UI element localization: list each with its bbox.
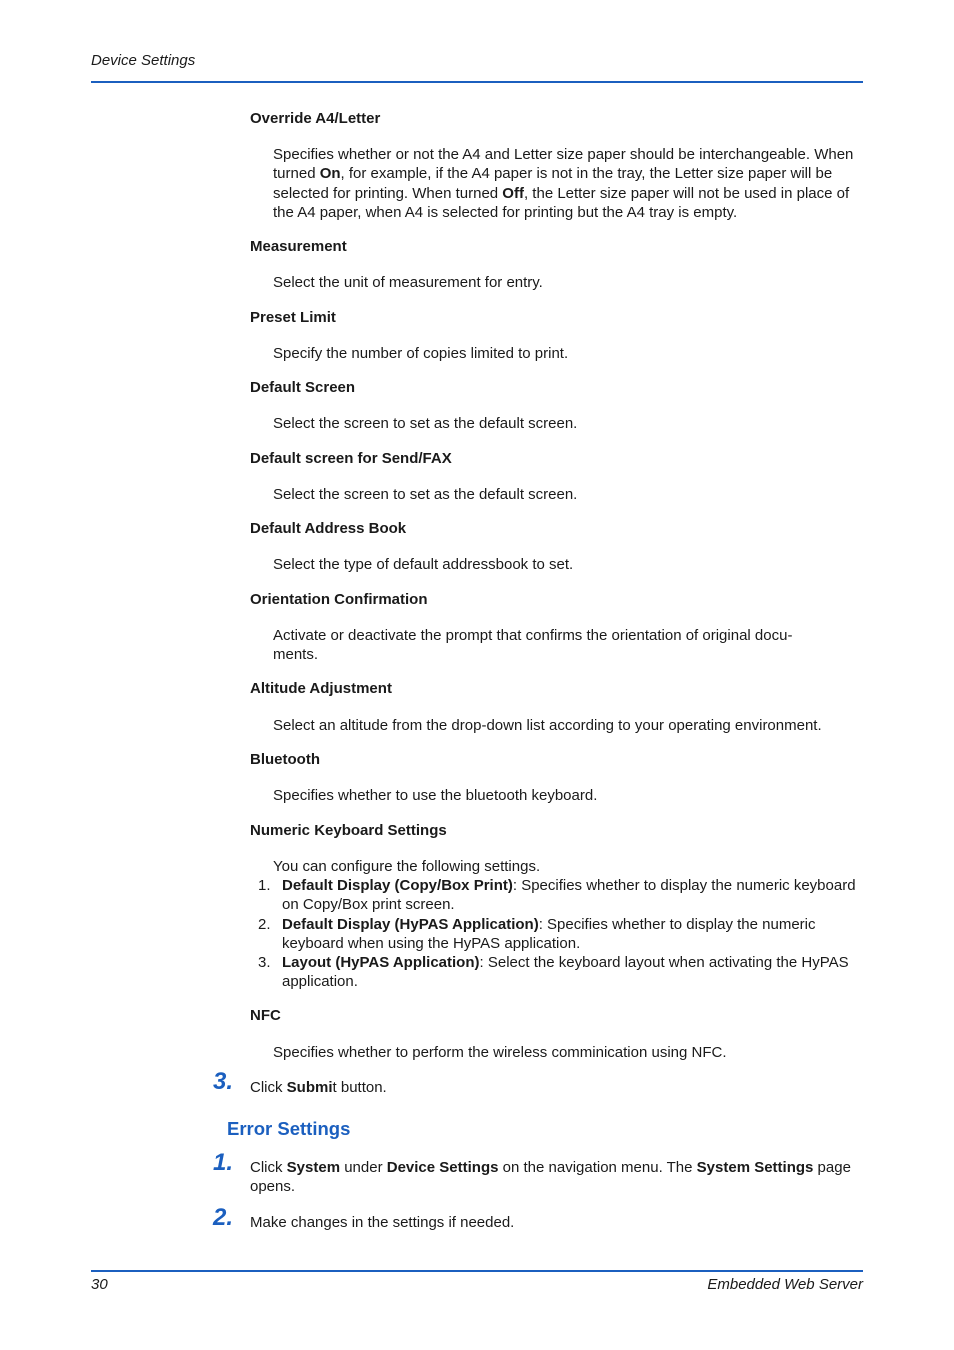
footer-title: Embedded Web Server	[707, 1276, 863, 1293]
setting-bluetooth-title: Bluetooth	[250, 751, 320, 768]
step-number: 1.	[213, 1149, 234, 1176]
setting-measurement-title: Measurement	[250, 238, 347, 255]
setting-preset-limit-desc: Specify the number of copies limited to print.	[273, 345, 569, 362]
footer-divider	[91, 1270, 863, 1272]
list-item	[250, 953, 863, 992]
list-item-number: 3.	[258, 954, 271, 972]
step-text-pre: Click	[250, 1079, 287, 1096]
setting-orientation-confirmation-title: Orientation Confirmation	[250, 591, 428, 608]
setting-preset-limit-title: Preset Limit	[250, 309, 336, 326]
setting-default-screen-send-fax-title: Default screen for Send/FAX	[250, 450, 452, 467]
setting-override-a4-letter-title: Override A4/Letter	[250, 110, 381, 127]
setting-nfc-desc: Specifies whether to perform the wireless comminication using NFC.	[273, 1044, 727, 1061]
running-header: Device Settings	[91, 52, 196, 69]
step-text	[250, 1078, 863, 1097]
setting-orientation-confirmation-desc: Activate or deactivate the prompt that confirms the orientation of original docu-ments.	[273, 627, 793, 664]
error-step-2-text	[250, 1213, 863, 1232]
step-number: 3.	[213, 1068, 234, 1095]
setting-default-address-book-title: Default Address Book	[250, 520, 407, 537]
list-item-number: 2.	[258, 915, 271, 933]
step-text-span: under	[340, 1159, 387, 1176]
list-item	[250, 876, 863, 915]
list-item-text: : Select the keyboard layout when activating the HyPAS application.	[282, 954, 849, 991]
setting-measurement-desc: Select the unit of measurement for entry.	[273, 274, 543, 291]
step-text-bold: System Settings	[696, 1159, 814, 1176]
list-item-text: : Specifies whether to display the numeric keyboard when using the HyPAS application.	[282, 915, 816, 952]
step-text-bold: Device Settings	[386, 1159, 499, 1176]
setting-altitude-adjustment-title: Altitude Adjustment	[250, 680, 392, 697]
setting-bluetooth-desc: Specifies whether to use the bluetooth keyboard.	[273, 787, 598, 804]
setting-default-screen-send-fax-desc: Select the screen to set as the default screen.	[273, 486, 578, 503]
step-text-span: Click	[250, 1159, 287, 1176]
header-divider	[91, 81, 863, 83]
step-text-bold: Submi	[286, 1079, 333, 1096]
step-text-span: page opens.	[250, 1159, 851, 1196]
error-step-1-text	[250, 1158, 863, 1197]
page-number: 30	[91, 1276, 108, 1293]
section-title-error-settings: Error Settings	[227, 1118, 351, 1139]
list-item	[250, 915, 863, 954]
numeric-keyboard-list	[250, 876, 863, 992]
setting-numeric-keyboard-desc: You can configure the following settings.	[273, 858, 541, 875]
list-item-label: Default Display (HyPAS Application)	[282, 915, 539, 933]
setting-numeric-keyboard-title: Numeric Keyboard Settings	[250, 822, 447, 839]
setting-default-screen-desc: Select the screen to set as the default screen.	[273, 415, 578, 432]
step-text-bold: System	[286, 1159, 341, 1176]
step-number: 2.	[213, 1204, 234, 1231]
setting-default-address-book-desc: Select the type of default addressbook to set.	[273, 556, 574, 573]
list-item-label: Default Display (Copy/Box Print)	[282, 877, 513, 894]
setting-nfc-title: NFC	[250, 1007, 281, 1024]
step-text-span: Make changes in the settings if needed.	[250, 1214, 515, 1231]
setting-override-a4-letter-desc: Specifies whether or not the A4 and Letter size paper should be interchangeable. When turned On, for example, if the A4 paper is not in the tray, the Letter size paper will be selected for printing. When turned Off, the Letter size paper will not be used in place of the A4 paper, when A4 is selected for printing but the A4 tray is empty.	[273, 146, 854, 221]
setting-altitude-adjustment-desc: Select an altitude from the drop-down list according to your operating environment.	[273, 717, 822, 734]
list-item-number: 1.	[258, 877, 271, 894]
step-text-post: t button.	[332, 1079, 387, 1096]
list-item-label: Layout (HyPAS Application)	[282, 954, 480, 972]
list-item-text: : Specifies whether to display the numeric keyboard on Copy/Box print screen.	[282, 877, 856, 914]
step-text-span: on the navigation menu. The	[498, 1159, 697, 1176]
setting-default-screen-title: Default Screen	[250, 379, 356, 396]
